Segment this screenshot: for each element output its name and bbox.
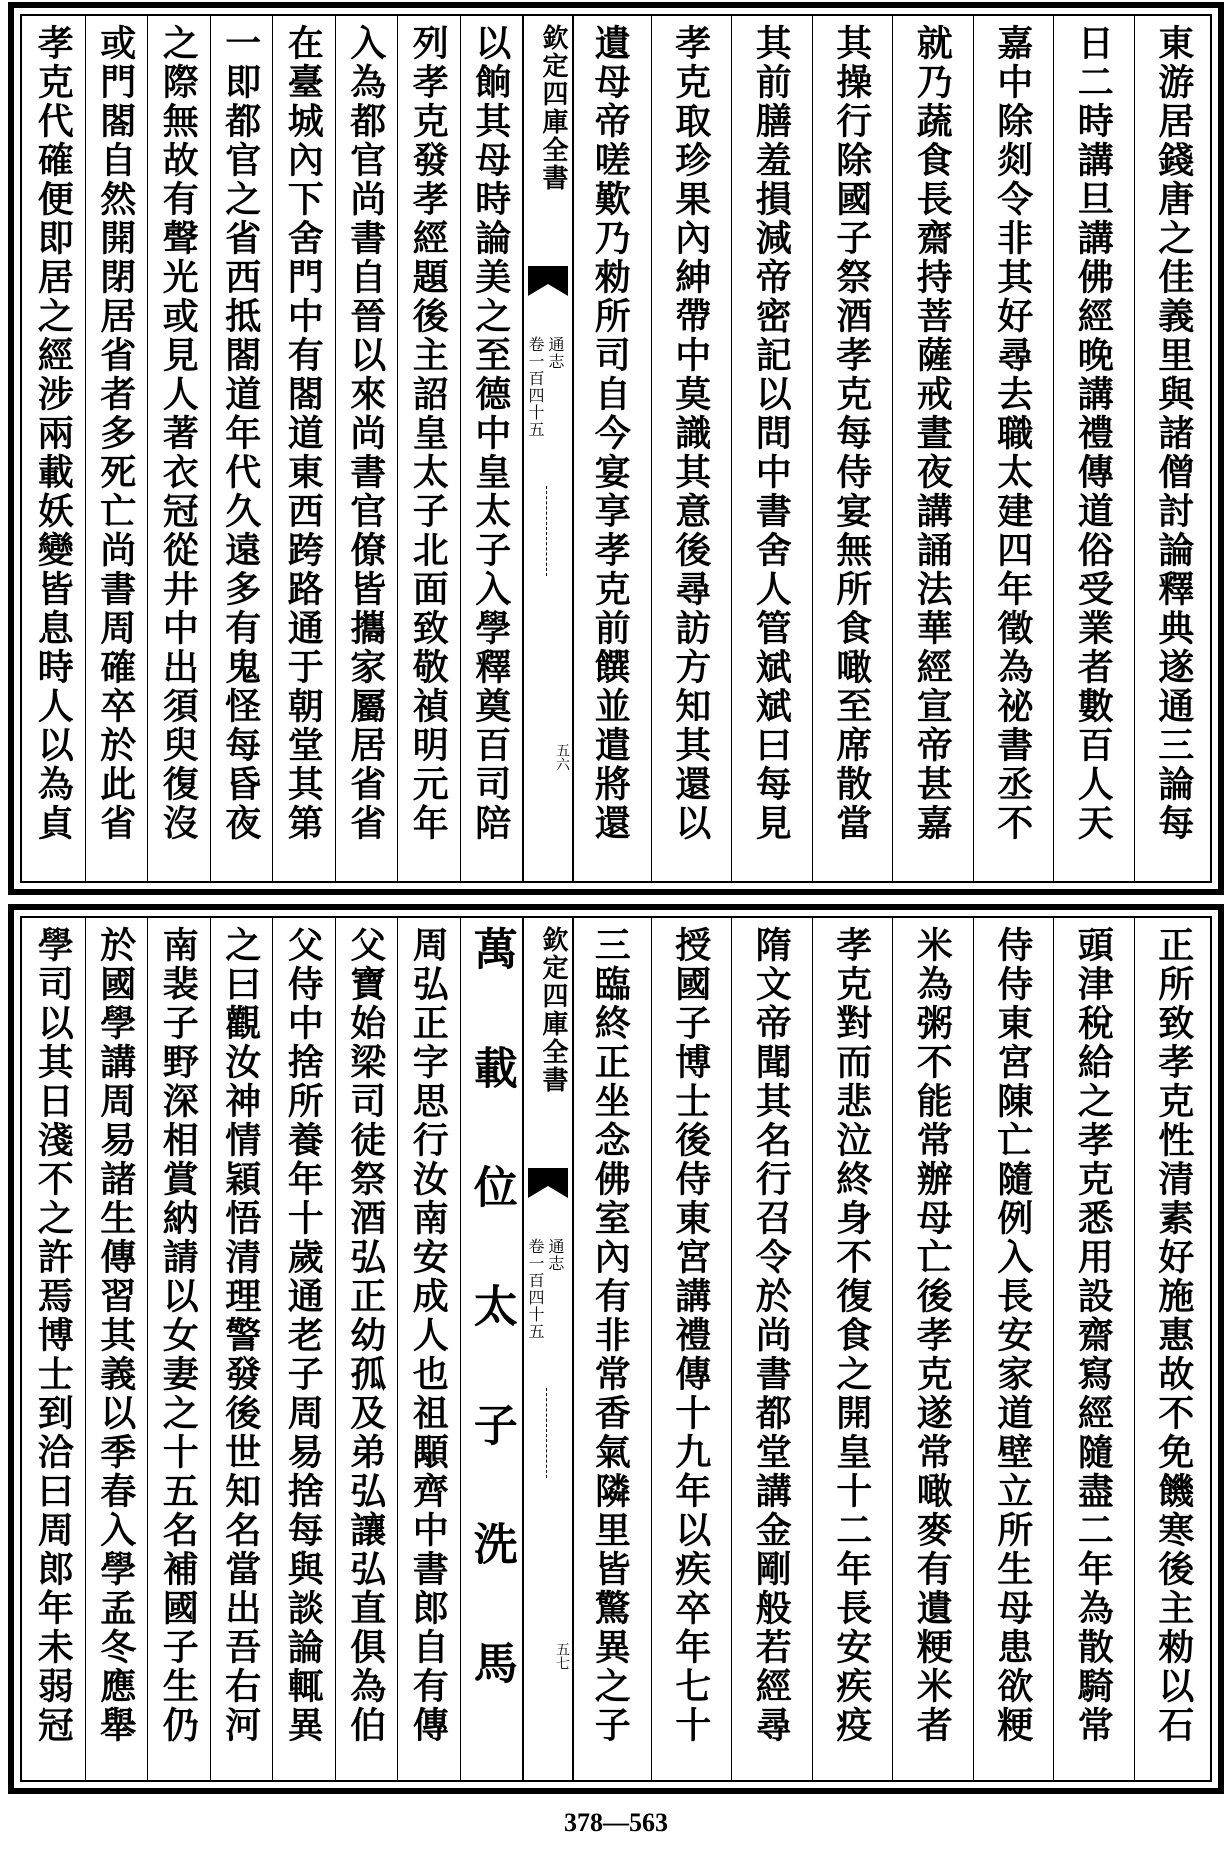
column-rule [210, 918, 211, 1780]
column-rule [397, 16, 398, 881]
text-column-right-1 [1134, 926, 1215, 1772]
text-column-right-7 [651, 926, 732, 1772]
text-column-left-1 [460, 24, 523, 873]
column-text: 在臺城內下舍門中有閤道東西跨路通于朝堂其第 [282, 24, 325, 843]
column-text: 萬載位太子洗馬 [465, 926, 517, 1759]
column-rule [1134, 918, 1135, 1780]
text-column-right-5 [812, 926, 893, 1772]
text-column-left-4 [272, 926, 335, 1772]
text-column-left-3 [335, 24, 398, 873]
text-column-right-6 [731, 24, 812, 873]
column-text: 父侍中捨所養年十歲通老子周易捨每與談論輒異 [282, 926, 325, 1745]
column-text: 隋文帝聞其名行召令於尚書都堂講金剛般若經尋 [750, 926, 793, 1745]
gutter-dash [546, 486, 547, 576]
column-rule [397, 918, 398, 1780]
text-column-left-4 [272, 24, 335, 873]
column-text: 之曰觀汝神情穎悟清理警發後世知名當出吾右河 [219, 926, 262, 1745]
column-text: 之際無故有聲光或見人著衣冠從井中出須臾復沒 [157, 24, 200, 843]
juan-label-left: 卷一百四十五 [526, 336, 545, 438]
center-gutter [522, 16, 574, 881]
column-text: 就乃蔬食長齋持菩薩戒晝夜講誦法華經宣帝甚嘉 [911, 24, 954, 843]
juan-label-right: 通志 [546, 1238, 565, 1272]
center-gutter [522, 918, 574, 1780]
book-title: 欽定四庫全書 [538, 24, 568, 192]
text-column-left-7 [85, 24, 148, 873]
column-text: 日二時講旦講佛經晚講禮傳道俗受業者數百人天 [1072, 24, 1115, 843]
column-text: 三臨終正坐念佛室內有非常香氣隣里皆驚異之子 [589, 926, 632, 1745]
column-rule [973, 16, 974, 881]
column-text: 正所致孝克性清素好施惠故不免饑寒後主勑以石 [1152, 926, 1195, 1745]
column-text: 孝克取珍果內紳帶中莫識其意後尋訪方知其還以 [669, 24, 712, 843]
column-text: 或門閤自然開閉居省者多死亡尚書周確卒於此省 [94, 24, 137, 843]
leaf-number: 五六 [554, 743, 570, 771]
leaf-number: 五七 [554, 1642, 570, 1670]
column-text: 東游居錢唐之佳義里與諸僧討論釋典遂通三論每 [1152, 24, 1195, 843]
text-column-left-1 [460, 926, 523, 1772]
column-rule [812, 918, 813, 1780]
column-text: 米為粥不能常辦母亡後孝克遂常噉麥有遺粳米者 [911, 926, 954, 1745]
column-rule [731, 918, 732, 1780]
text-column-left-8 [22, 926, 85, 1772]
bottom-page [8, 904, 1224, 1794]
column-rule [85, 16, 86, 881]
juan-label [526, 1238, 564, 1340]
gutter-dash [546, 1388, 547, 1478]
text-column-right-6 [731, 926, 812, 1772]
column-rule [147, 918, 148, 1780]
column-text: 入為都官尚書自晉以來尚書官僚皆攜家屬居省省 [344, 24, 387, 843]
juan-label-left: 卷一百四十五 [526, 1238, 545, 1340]
column-text: 於國學講周易諸生傳習其義以季春入學孟冬應舉 [94, 926, 137, 1745]
column-rule [335, 918, 336, 1780]
column-text: 周弘正字思行汝南安成人也祖顒齊中書郎自有傳 [407, 926, 450, 1745]
text-column-right-5 [812, 24, 893, 873]
column-rule [1053, 16, 1054, 881]
column-rule [1053, 918, 1054, 1780]
column-rule [147, 16, 148, 881]
text-column-right-3 [973, 24, 1054, 873]
text-column-right-4 [892, 24, 973, 873]
column-rule [812, 16, 813, 881]
bottom-page-frame [20, 916, 1212, 1782]
text-column-right-1 [1134, 24, 1215, 873]
text-column-right-7 [651, 24, 732, 873]
fishtail-mark-icon [528, 1168, 568, 1198]
top-page-frame [20, 14, 1212, 883]
column-rule [272, 16, 273, 881]
column-text: 南裴子野深相賞納請以女妻之十五名補國子生仍 [157, 926, 200, 1745]
column-rule [85, 918, 86, 1780]
text-column-left-2 [397, 24, 460, 873]
text-column-right-8 [570, 926, 651, 1772]
column-text: 其操行除國子祭酒孝克每侍宴無所食噉至席散當 [830, 24, 873, 843]
column-rule [892, 16, 893, 881]
column-text: 一即都官之省西抵閤道年代久遠多有鬼怪每昏夜 [219, 24, 262, 843]
column-rule [892, 918, 893, 1780]
page-reference: 378—563 [564, 1808, 668, 1837]
juan-label [526, 336, 564, 438]
column-text: 頭津稅給之孝克悉用設齋寫經隨盡二年為散騎常 [1072, 926, 1115, 1745]
column-text: 以餉其母時論美之至德中皇太子入學釋奠百司陪 [469, 24, 512, 843]
text-column-left-3 [335, 926, 398, 1772]
column-text: 遺母帝嗟歎乃勑所司自今宴享孝克前饌並遣將還 [589, 24, 632, 843]
column-text: 授國子博士後侍東宮講禮傳十九年以疾卒年七十 [669, 926, 712, 1745]
column-rule [460, 16, 461, 881]
text-column-left-5 [210, 24, 273, 873]
column-rule [210, 16, 211, 881]
text-column-right-4 [892, 926, 973, 1772]
column-rule [335, 16, 336, 881]
juan-label-right: 通志 [546, 336, 565, 370]
column-text: 侍侍東宮陳亡隨例入長安家道壁立所生母患欲粳 [991, 926, 1034, 1745]
book-title: 欽定四庫全書 [538, 926, 568, 1094]
column-rule [651, 918, 652, 1780]
column-text: 孝克對而悲泣終身不復食之開皇十二年長安疾疫 [830, 926, 873, 1745]
text-column-right-8 [570, 24, 651, 873]
column-text: 嘉中除剡令非其好尋去職太建四年徵為祕書丞不 [991, 24, 1034, 843]
column-rule [1134, 16, 1135, 881]
column-rule [731, 16, 732, 881]
column-rule [272, 918, 273, 1780]
text-column-left-8 [22, 24, 85, 873]
column-text: 學司以其日淺不之許焉博士到洽曰周郎年未弱冠 [32, 926, 75, 1745]
column-rule [973, 918, 974, 1780]
column-text: 其前膳羞損減帝密記以問中書舍人管斌斌曰每見 [750, 24, 793, 843]
text-column-left-5 [210, 926, 273, 1772]
column-text: 父寶始梁司徒祭酒弘正幼孤及弟弘讓弘直俱為伯 [344, 926, 387, 1745]
column-rule [651, 16, 652, 881]
text-column-left-6 [147, 926, 210, 1772]
text-column-left-6 [147, 24, 210, 873]
column-rule [460, 918, 461, 1780]
text-column-right-2 [1053, 24, 1134, 873]
column-text: 孝克代確便即居之經涉兩載妖變皆息時人以為貞 [32, 24, 75, 843]
fishtail-mark-icon [528, 266, 568, 296]
top-page [8, 2, 1224, 895]
text-column-right-2 [1053, 926, 1134, 1772]
text-column-left-2 [397, 926, 460, 1772]
text-column-right-3 [973, 926, 1054, 1772]
text-column-left-7 [85, 926, 148, 1772]
column-text: 列孝克發孝經題後主詔皇太子北面致敬禎明元年 [407, 24, 450, 843]
